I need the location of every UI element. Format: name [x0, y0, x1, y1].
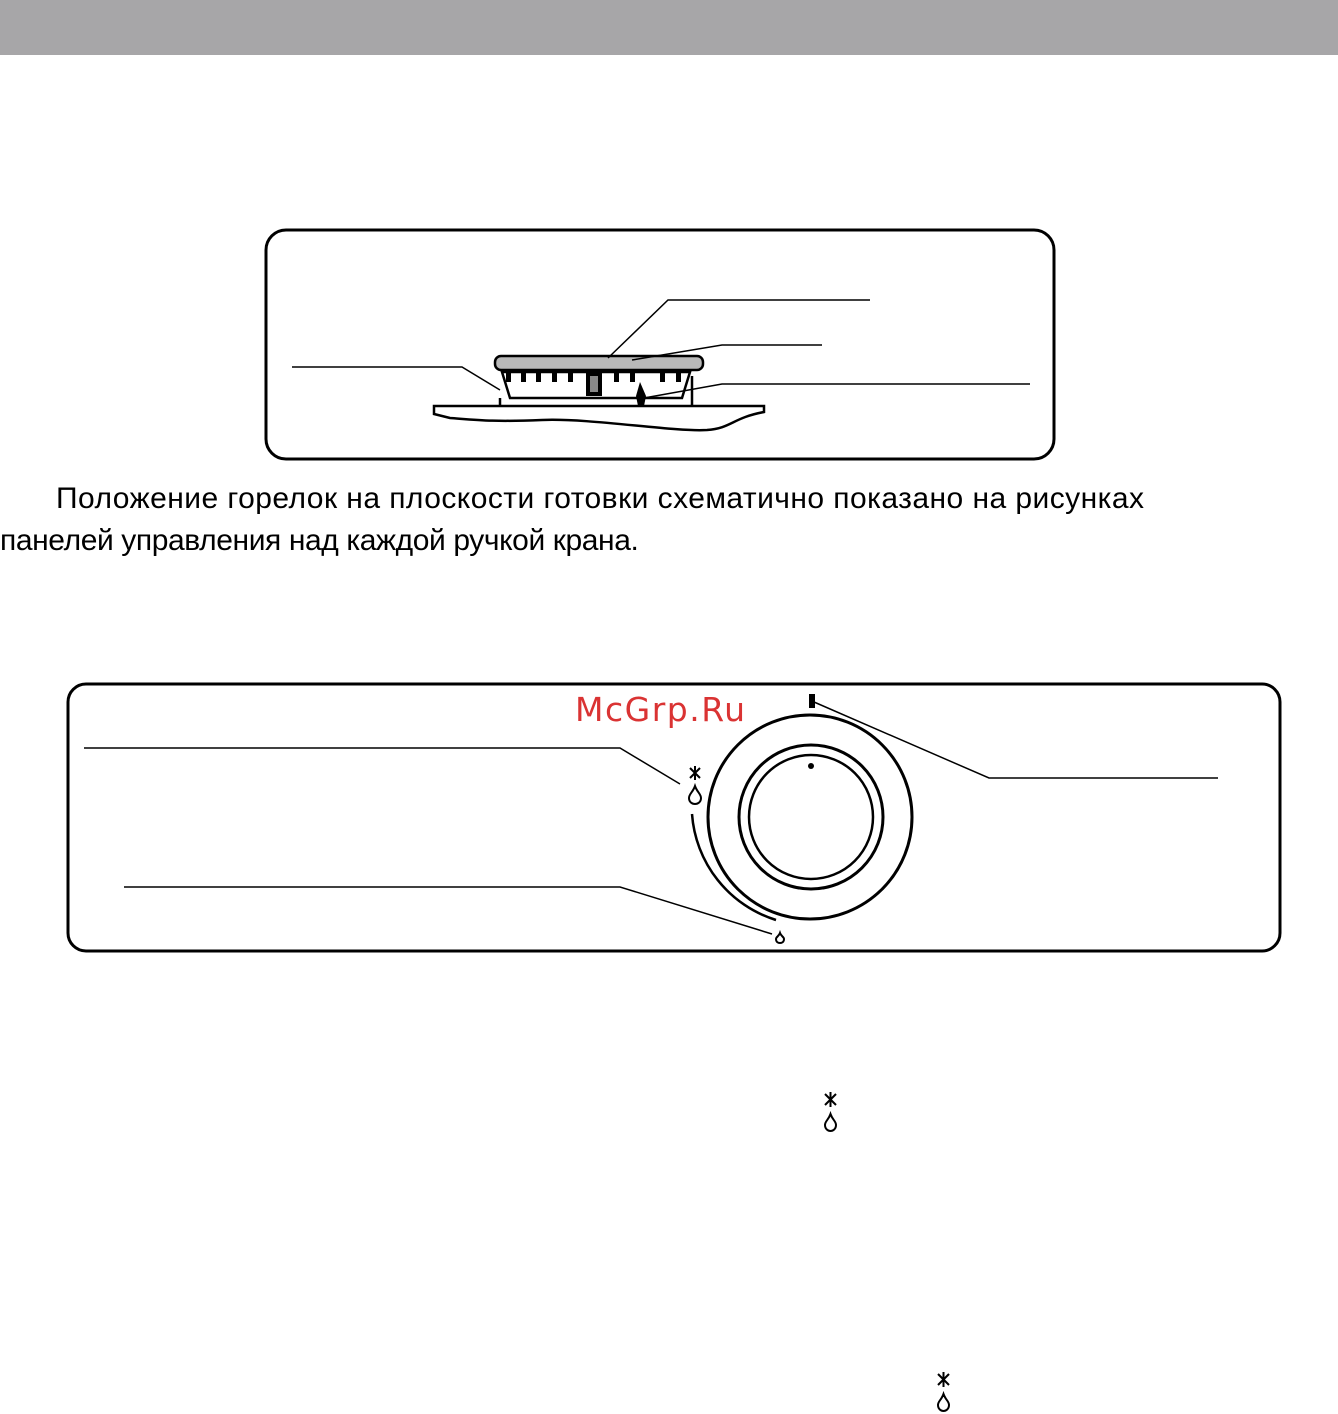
paragraph-line-2: панелей управления над каждой ручкой крана. — [0, 524, 639, 557]
off-position-marker — [809, 694, 815, 708]
watermark: McGrp.Ru — [575, 690, 747, 729]
header-bar — [0, 0, 1338, 55]
large-flame-icon — [689, 766, 701, 804]
hob-plate-shape — [434, 406, 764, 430]
knob-indicator-dot — [808, 763, 814, 769]
paragraph-line-1: Положение горелок на плоскости готовки схематично показано на рисунках — [56, 482, 1145, 515]
burner-cap — [495, 356, 703, 370]
flame-symbol-2 — [933, 1370, 955, 1414]
flame-symbol-1 — [820, 1090, 842, 1134]
burner-diagram — [262, 226, 1058, 464]
small-flame-icon — [776, 933, 784, 943]
body-paragraph — [0, 478, 1338, 562]
